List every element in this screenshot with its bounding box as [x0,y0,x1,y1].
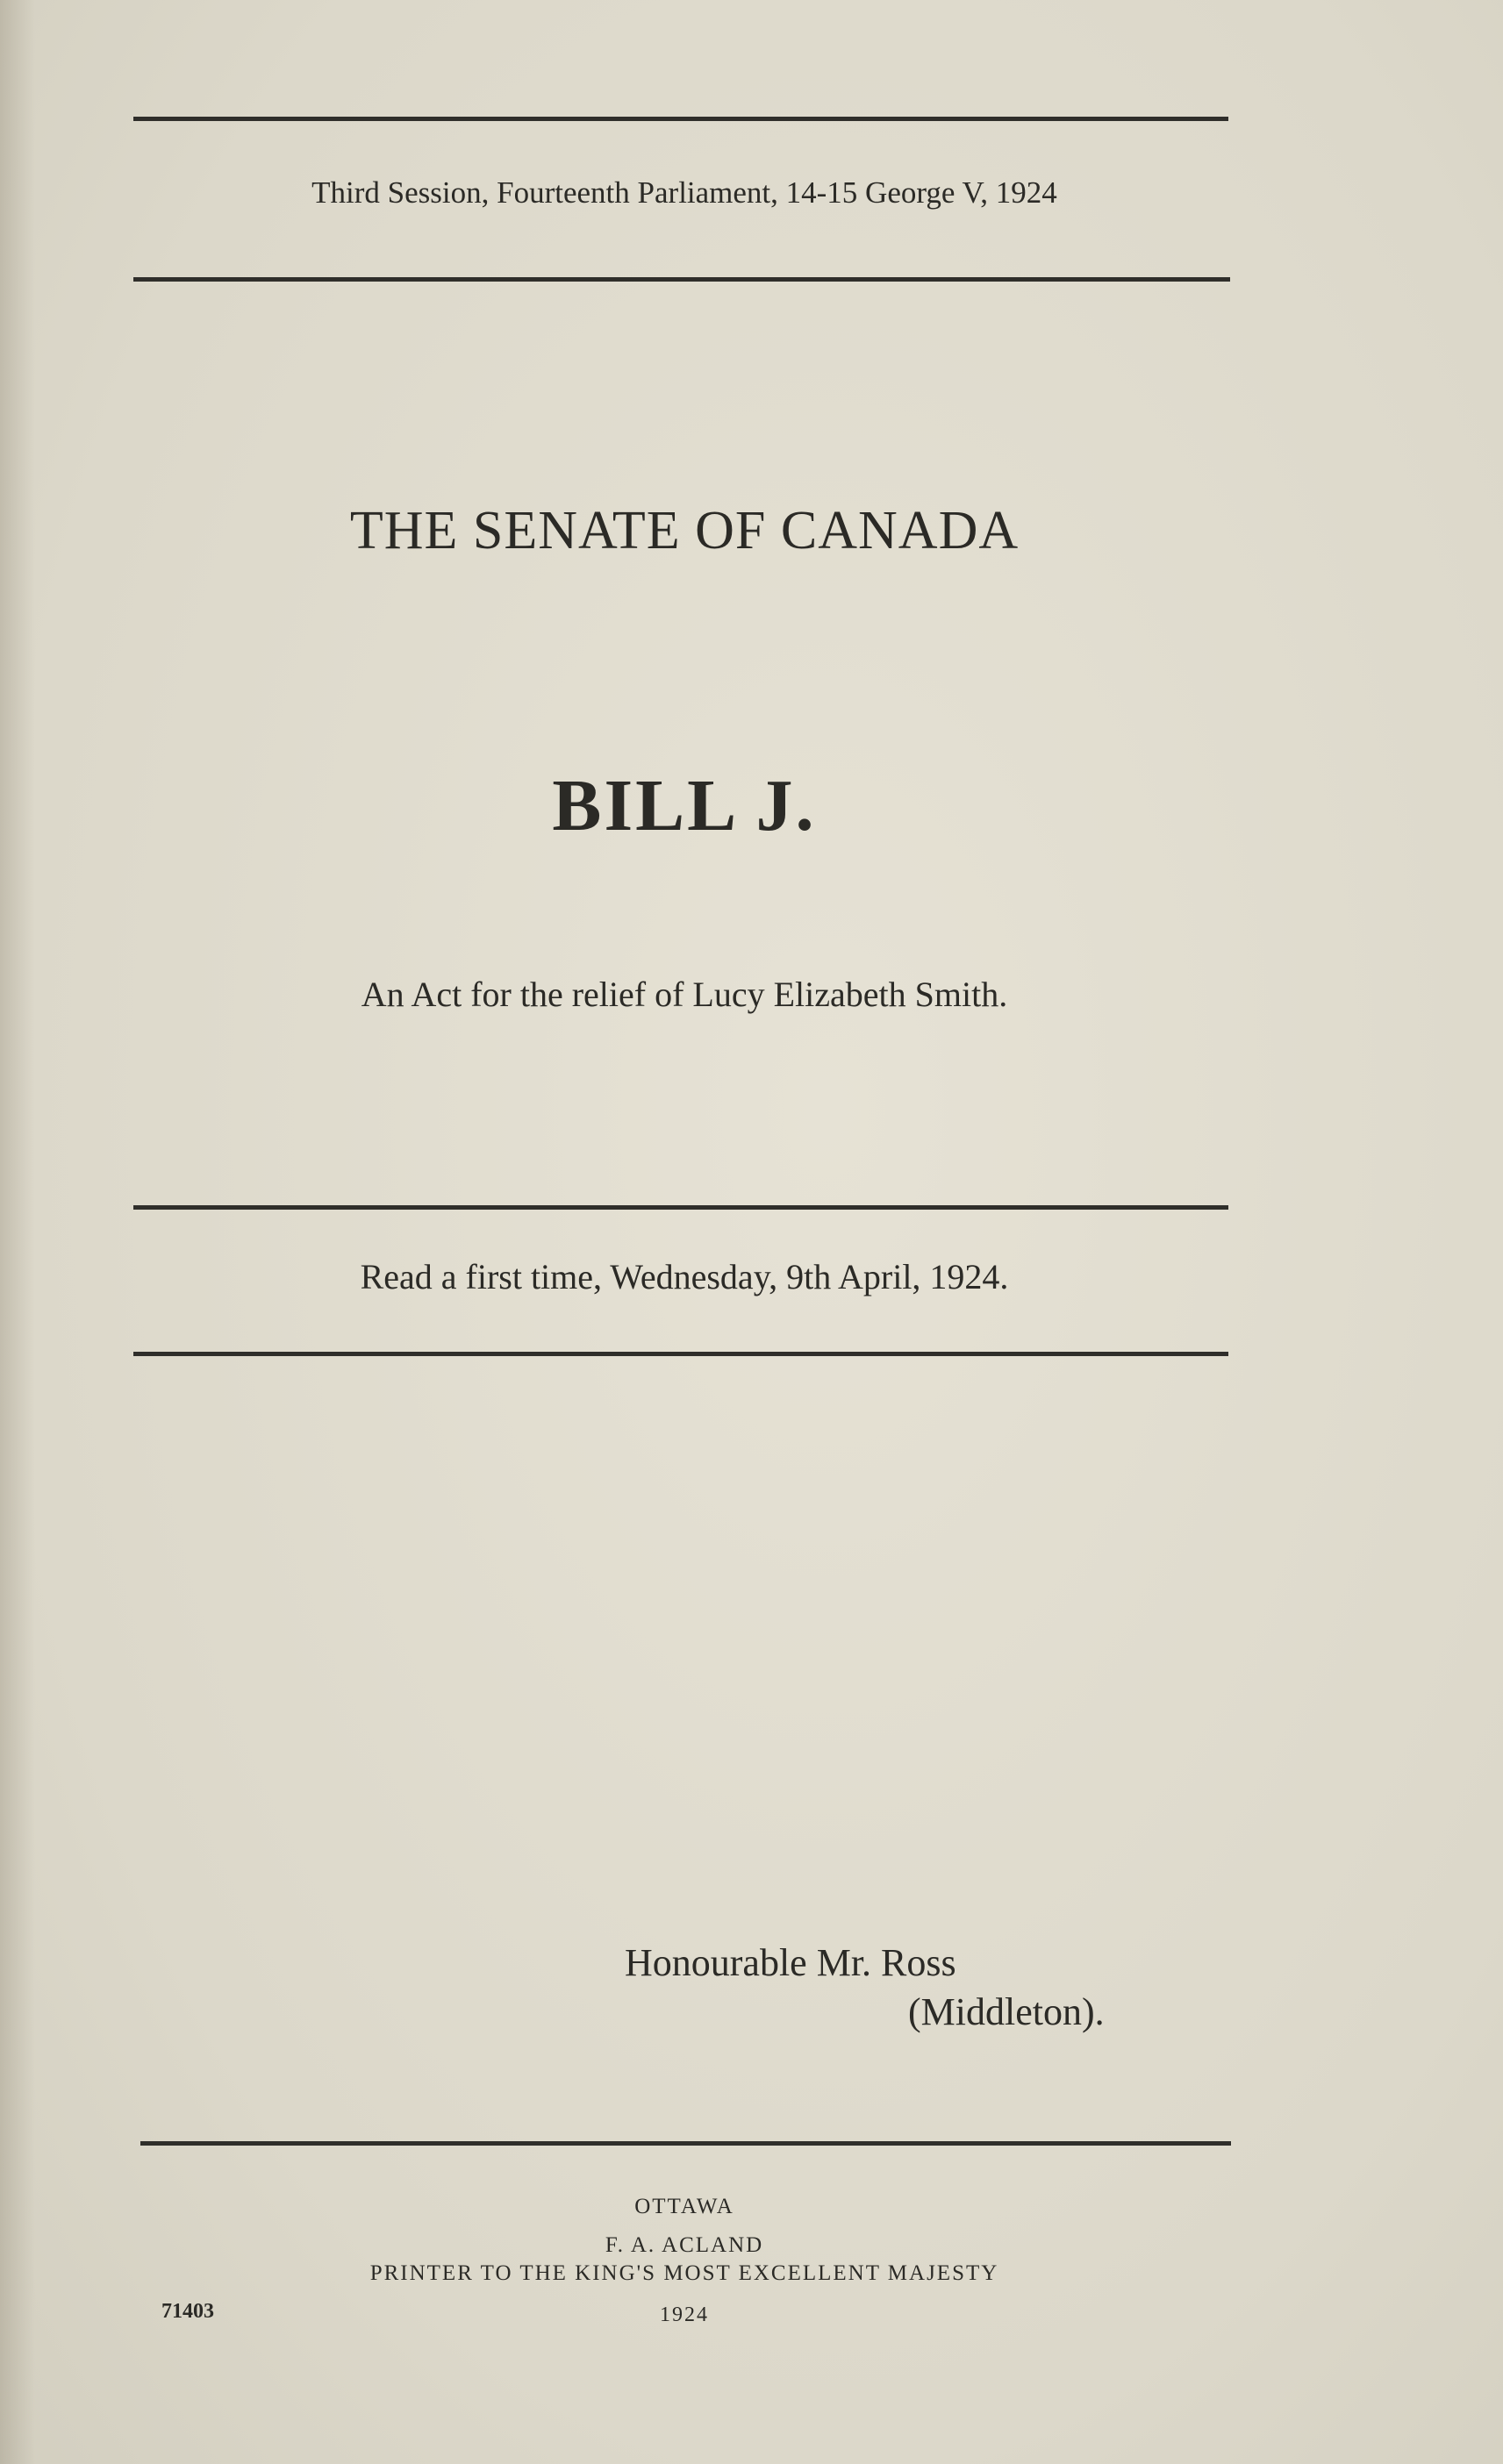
bleed-through [316,561,330,626]
top-rule [133,117,1228,121]
imprint-rule [140,2141,1231,2146]
act-description: An Act for the relief of Lucy Elizabeth Smith. [361,975,1008,1014]
sponsor-name: Honourable Mr. Ross [625,1941,956,1984]
imprint-printer: F. A. ACLAND [605,2233,764,2257]
header-bottom-rule [133,277,1230,282]
imprint-year: 1924 [660,2303,709,2326]
bill-number: BILL J. [552,765,817,846]
bleed-through [290,377,297,407]
reading-top-rule [133,1205,1228,1210]
imprint-printer-title: PRINTER TO THE KING'S MOST EXCELLENT MAJESTY [369,2261,999,2285]
session-line: Third Session, Fourteenth Parliament, 14-15 George V, 1924 [311,175,1057,210]
plate-number: 71403 [161,2300,214,2323]
imprint-city: OTTAWA [634,2195,734,2218]
sponsor-riding: (Middleton). [908,1990,1105,2033]
senate-heading: THE SENATE OF CANADA [349,501,1020,561]
first-reading-line: Read a first time, Wednesday, 9th April, 1924. [360,1257,1009,1296]
reading-bottom-rule [133,1352,1228,1356]
